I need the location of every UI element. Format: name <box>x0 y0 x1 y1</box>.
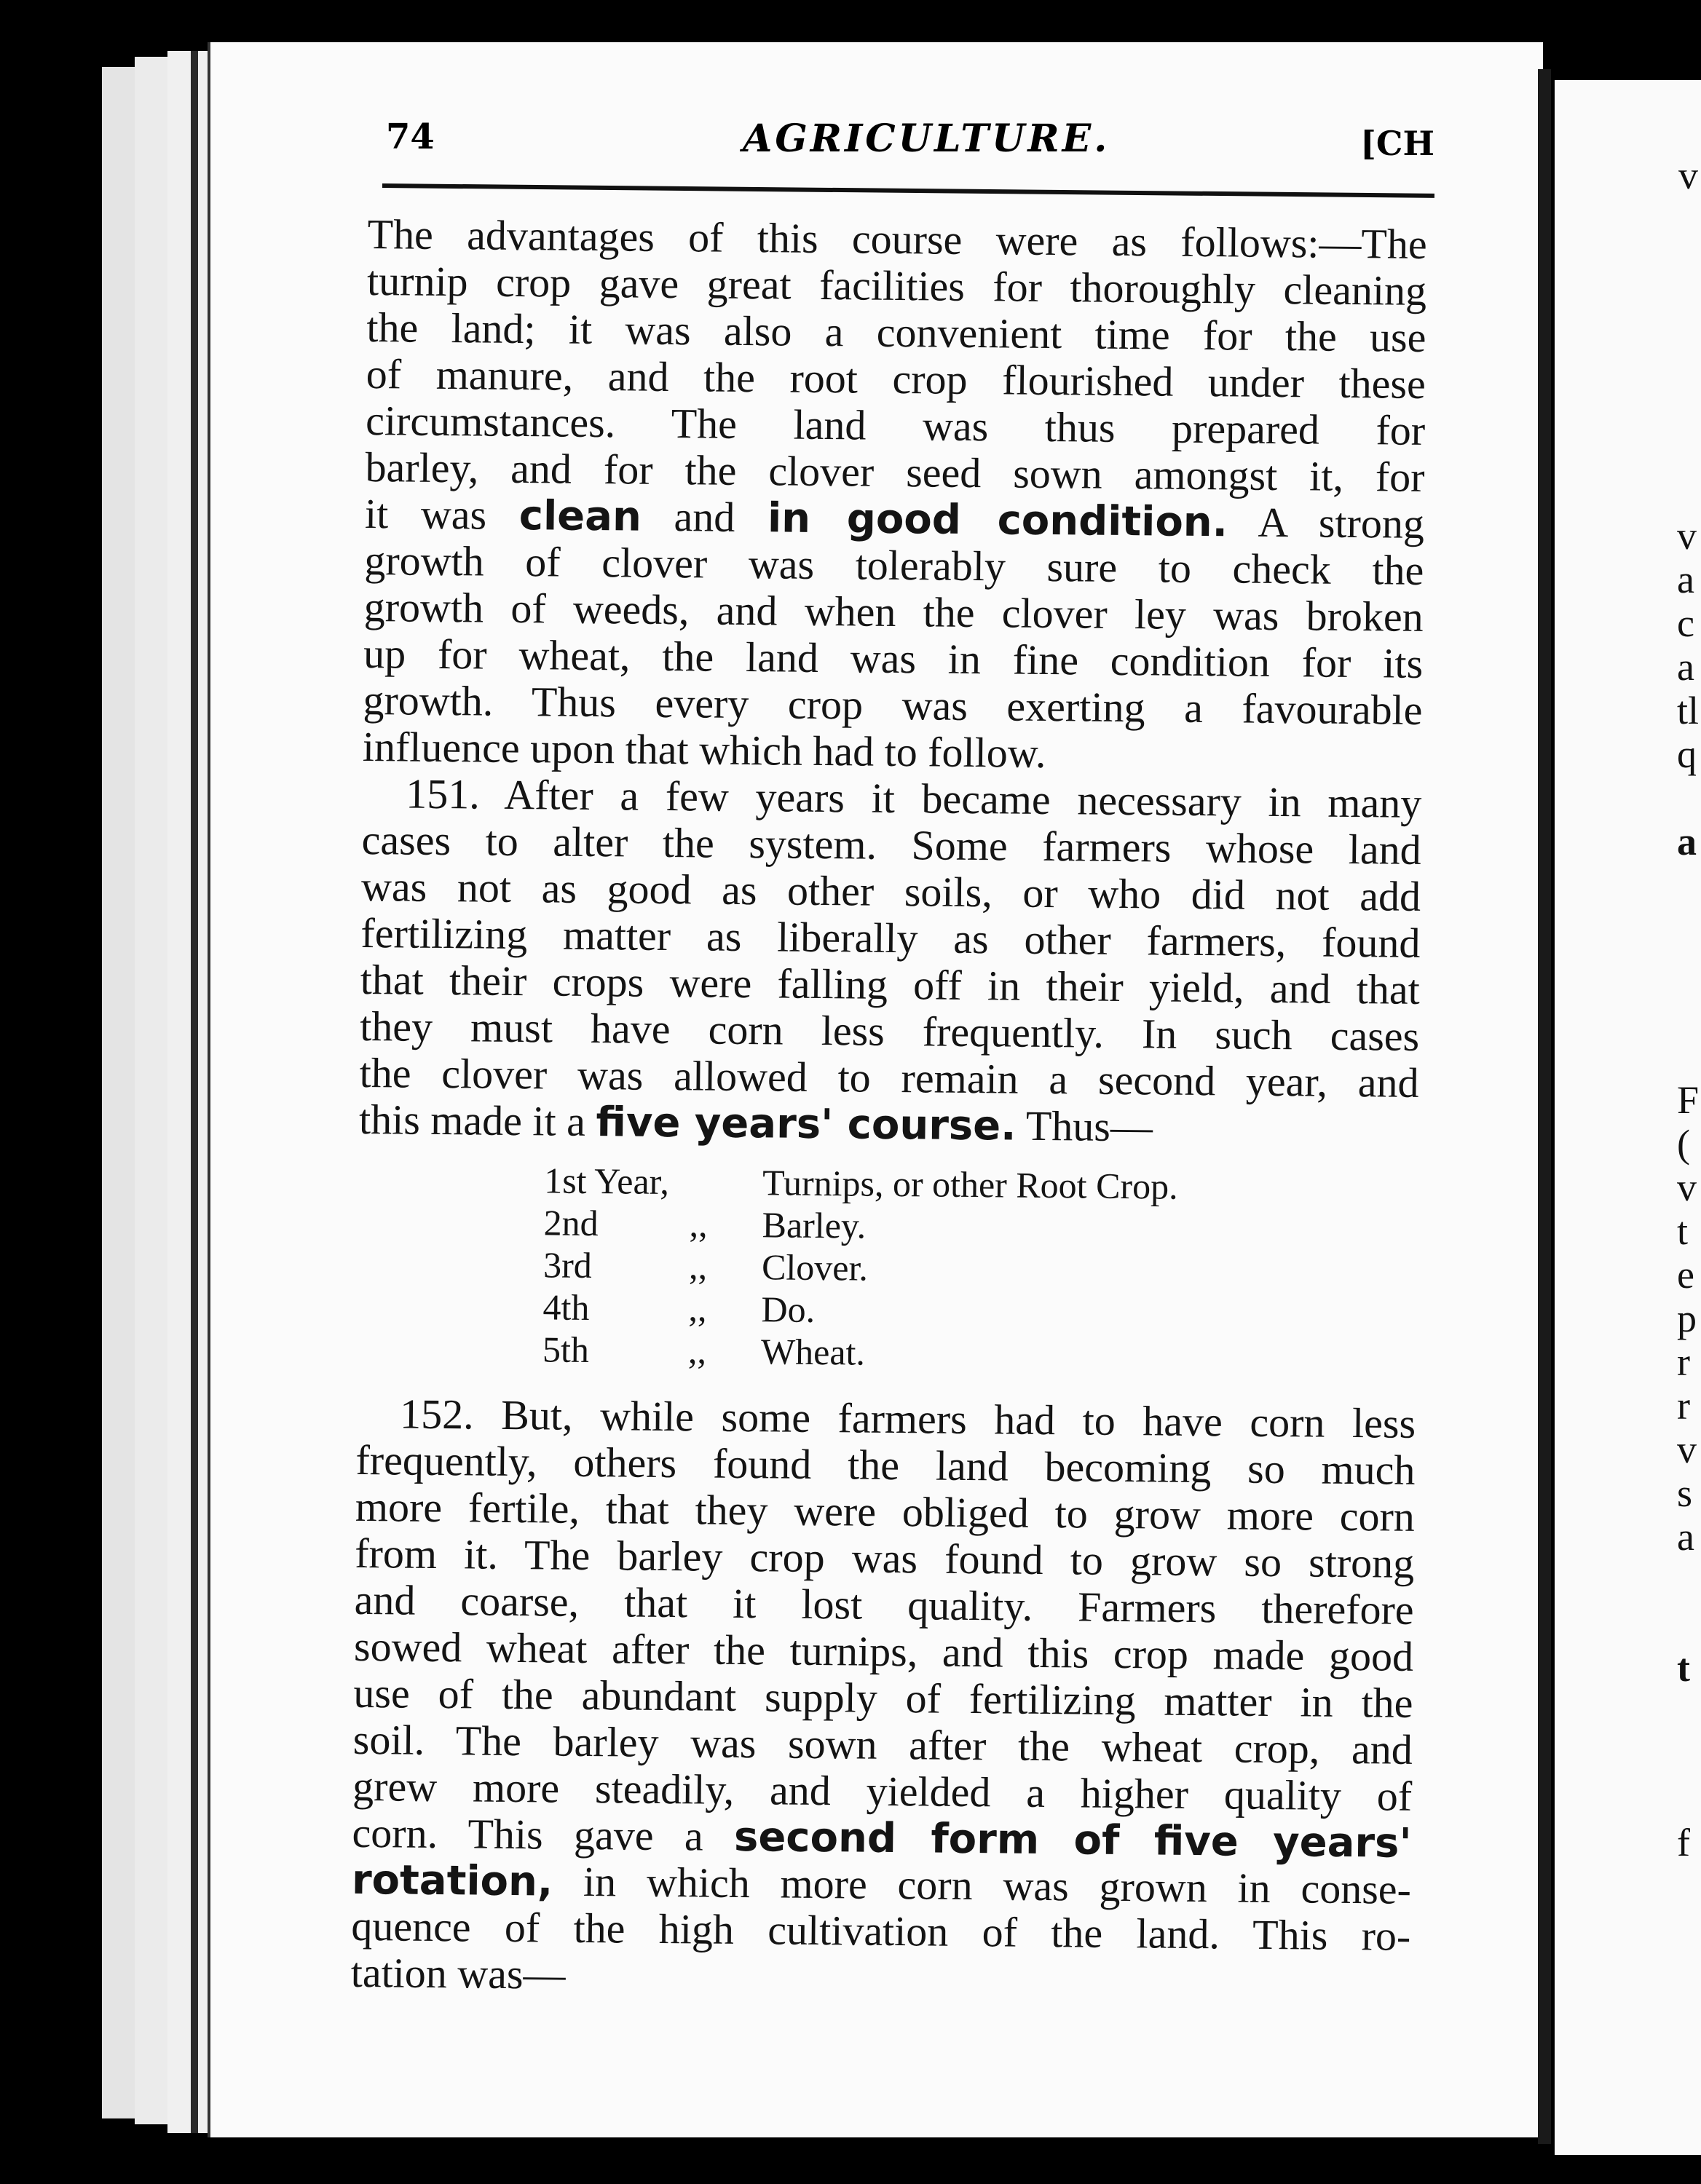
text-line: sowed wheat after the turnips, and this crop made good <box>353 1622 1414 1680</box>
page-number: 74 <box>386 116 435 157</box>
right-page-fragment: v <box>1678 154 1698 197</box>
year-cell: 3rd <box>542 1244 593 1286</box>
text-line: and coarse, that it lost quality. Farmers therefore <box>354 1575 1414 1634</box>
right-page <box>1555 80 1701 2155</box>
right-page-fragment: tl <box>1677 689 1700 732</box>
text-line: The advantages of this course were as follows:—The <box>367 210 1427 268</box>
crop-cell: Wheat. <box>760 1331 866 1373</box>
ditto-cell: ,, <box>687 1330 707 1372</box>
text-run: corn. This gave a <box>352 1808 735 1860</box>
ditto-cell: ,, <box>688 1288 707 1329</box>
year-cell: 2nd <box>543 1202 599 1244</box>
text-line: turnip crop gave great facilities for thoroughly cleaning <box>366 256 1427 314</box>
text-line: tation was— <box>350 1948 566 1998</box>
text-line: growth of weeds, and when the clover ley was broken <box>363 582 1424 641</box>
right-page-fragment: e <box>1677 1253 1694 1297</box>
text-line: influence upon that which had to follow. <box>362 722 1046 777</box>
text-line: circumstances. The land was thus prepared for <box>365 396 1426 454</box>
year-cell: 1st Year, <box>543 1160 670 1203</box>
year-cell: 5th <box>542 1329 590 1370</box>
right-page-fragment: v <box>1677 1428 1697 1471</box>
right-page-fragment: ( <box>1677 1122 1690 1166</box>
right-page-fragment: a <box>1677 1515 1694 1559</box>
right-page-fragment: r <box>1677 1340 1690 1384</box>
year-cell: 4th <box>542 1286 590 1328</box>
crop-cell: Do. <box>761 1289 816 1330</box>
emphasis-second-form: second form of five years' <box>733 1813 1412 1867</box>
right-page-fragment: a <box>1677 820 1697 863</box>
chapter-marker: [CH <box>1360 124 1434 163</box>
emphasis-rotation: rotation, <box>351 1856 553 1906</box>
text-line: the land; it was also a convenient time for the use <box>366 303 1426 361</box>
text-line: growth. Thus every crop was exerting a favourable <box>363 676 1423 734</box>
right-page-fragment: f <box>1677 1821 1690 1864</box>
text-line: frequently, others found the land becoming so much <box>355 1436 1416 1494</box>
text-line: that their crops were falling off in their yield, and that <box>360 955 1421 1013</box>
right-page-fragment: v <box>1677 1166 1697 1209</box>
text-line: they must have corn less frequently. In such cases <box>359 1002 1420 1060</box>
ditto-cell: ,, <box>688 1246 708 1287</box>
emphasis-clean: clean <box>518 492 642 541</box>
text-line: growth of clover was tolerably sure to check the <box>364 536 1424 594</box>
page-gutter <box>1538 69 1551 2144</box>
text-line: from it. The barley crop was found to grow so strong <box>354 1529 1415 1587</box>
ditto-cell: ,, <box>689 1203 708 1245</box>
text-line: more fertile, that they were obliged to grow more corn <box>355 1482 1416 1540</box>
rotation-table <box>356 1143 1418 1401</box>
right-page-fragment: F <box>1677 1078 1700 1122</box>
paragraph-152-start: 152. But, while some farmers had to have corn less <box>399 1390 1416 1447</box>
text-run: this made it a <box>358 1095 596 1146</box>
text-run: A strong <box>1227 498 1425 547</box>
ditto-cell <box>690 1194 762 1195</box>
crop-cell: Turnips, or other Root Crop. <box>762 1162 1178 1207</box>
running-title: AGRICULTURE. <box>743 116 1110 161</box>
right-page-fragment: a <box>1677 645 1694 689</box>
text-line: fertilizing matter as liberally as other farmers, found <box>360 909 1421 967</box>
text-run: and <box>641 492 768 542</box>
text-run: Thus— <box>1016 1101 1153 1151</box>
text-line: barley, and for the clover seed sown amongst it, for <box>365 443 1425 501</box>
right-page-fragment: r <box>1677 1384 1690 1428</box>
right-page-fragment: s <box>1677 1471 1693 1515</box>
text-line: up for wheat, the land was in fine condition for its <box>363 629 1424 687</box>
right-page-fragment: c <box>1677 601 1694 645</box>
right-page-fragment: t <box>1677 1646 1690 1690</box>
emphasis-good-condition: in good condition. <box>767 494 1228 547</box>
right-page-fragment: p <box>1677 1297 1697 1340</box>
page-body <box>350 211 1426 2006</box>
text-run: it was <box>364 489 520 539</box>
right-page-fragment: v <box>1677 514 1697 558</box>
text-line: soil. The barley was sown after the wheat crop, and <box>352 1715 1413 1773</box>
emphasis-five-years-course: five years' course. <box>596 1099 1017 1150</box>
text-line: quence of the high cultivation of the land. This ro- <box>351 1902 1411 1960</box>
right-page-fragment: q <box>1677 732 1697 776</box>
right-page-fragment: a <box>1677 558 1694 601</box>
text-line: was not as good as other soils, or who did not add <box>360 862 1421 920</box>
text-line: of manure, and the root crop flourished under these <box>366 349 1426 408</box>
text-run: in which more corn was grown in conse- <box>552 1857 1412 1913</box>
crop-cell: Clover. <box>761 1246 869 1289</box>
table-row <box>542 1328 1417 1379</box>
book-spine-line <box>191 51 198 2133</box>
crop-cell: Barley. <box>762 1204 867 1246</box>
text-line: cases to alter the system. Some farmers whose land <box>361 815 1421 874</box>
paragraph-151-start: 151. After a few years it became necessary in many <box>406 769 1422 827</box>
running-header <box>386 116 1434 175</box>
right-page-fragment: t <box>1677 1209 1689 1253</box>
text-line: the clover was allowed to remain a second year, and <box>359 1048 1419 1107</box>
text-line: grew more steadily, and yielded a higher quality of <box>352 1762 1413 1820</box>
text-line: use of the abundant supply of fertilizing matter in the <box>353 1669 1413 1727</box>
